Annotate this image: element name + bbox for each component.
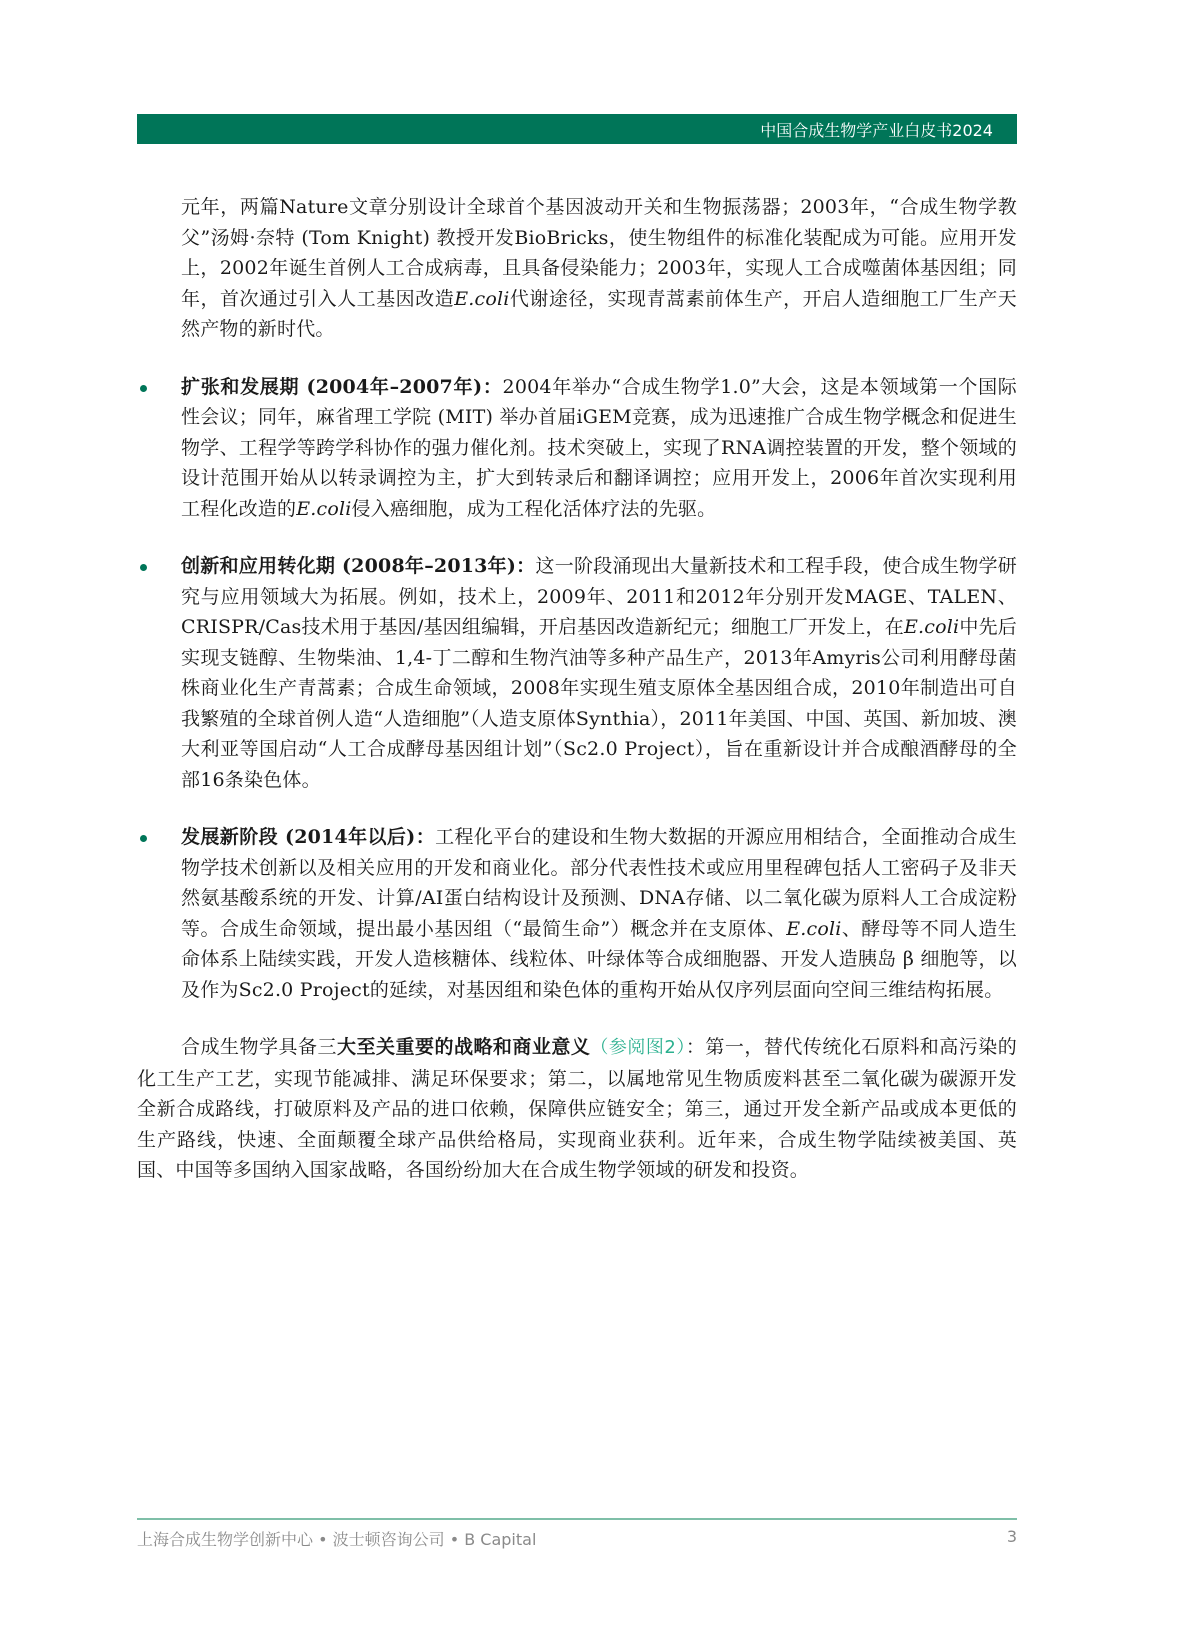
species-name: E.coli: [786, 917, 842, 940]
page-content: [137, 192, 1017, 1186]
bullet-title: 扩张和发展期 (2004年–2007年): [181, 375, 483, 398]
bullet-dot-icon: [140, 385, 147, 392]
bullet-text-b: 、酵母等不同人造生命体系上陆续实践，开发人造核糖体、线粒体、叶绿体等合成细胞器、开发人造胰岛 β 细胞等，以及作为Sc2.0 Project的延续，对基因组和染色体的重构开始从仅序列层面向空间三维结构拓展。: [181, 917, 1017, 1001]
bullet-text-a: 这一阶段涌现出大量新技术和工程手段，使合成生物学研究与应用领域大为拓展。例如，技术上，2009年、2011和2012年分别开发MAGE、TALEN、CRISPR/Cas技术用于基因/基因组编辑，开启基因改造新纪元；细胞工厂开发上，在: [181, 555, 1018, 638]
bullet-dot-icon: [140, 564, 147, 571]
bullet-title: 创新和应用转化期 (2008年–2013年): [181, 555, 517, 577]
closing-lead: 合成生物学具备三: [181, 1036, 337, 1058]
species-name: E.coli: [296, 497, 352, 520]
header-bar: [137, 114, 1017, 144]
bullet-item-new-stage: [137, 822, 1017, 1005]
closing-emphasis: 大至关重要的战略和商业意义: [336, 1036, 591, 1058]
bullet-text-a: 2004年举办“合成生物学1.0”大会，这是本领域第一个国际性会议；同年，麻省理工学院 (MIT) 举办首届iGEM竞赛，成为迅速推广合成生物学概念和促进生物学、工程学等跨学科协作的强力催化剂。技术突破上，实现了RNA调控装置的开发，整个领域的设计范围开始从以转录调控为主，扩大到转录后和翻译调控；应用开发上，2006年首次实现利用工程化改造的: [181, 375, 1018, 520]
closing-paragraph: [137, 1032, 1017, 1186]
bullet-text-b: 侵入癌细胞，成为工程化活体疗法的先驱。: [351, 497, 717, 520]
intro-text-b: 代谢途径，实现青蒿素前体生产，开启人造细胞工厂生产天然产物的新时代。: [181, 287, 1017, 340]
species-name: E.coli: [454, 287, 510, 310]
separator: ：: [415, 826, 436, 848]
separator: ：: [482, 375, 503, 398]
intro-text-a: 元年，两篇Nature文章分别设计全球首个基因波动开关和生物振荡器；2003年，“合成生物学教父”汤姆·奈特 (Tom Knight) 教授开发BioBricks，使生物组件的标准化装配成为可能。应用开发上，2002年诞生首例人工合成病毒，且具备侵染能力；2003年，实现人工合成噬菌体基因组；同年，首次通过引入人工基因改造: [181, 196, 1017, 310]
bullet-text-a: 工程化平台的建设和生物大数据的开源应用相结合，全面推动合成生物学技术创新以及相关应用的开发和商业化。部分代表性技术或应用里程碑包括人工密码子及非天然氨基酸系统的开发、计算/AI蛋白结构设计及预测、DNA存储、以二氧化碳为原料人工合成淀粉等。合成生命领域，提出最小基因组（“最简生命”）概念并在支原体、: [181, 826, 1017, 940]
figure-reference-link[interactable]: （参阅图2）: [590, 1037, 686, 1058]
bullet-title: 发展新阶段 (2014年以后): [181, 826, 416, 848]
bullet-text-b: 中先后实现支链醇、生物柴油、1,4-丁二醇和生物汽油等多种产品生产，2013年Amyris公司利用酵母菌株商业化生产青蒿素；合成生命领域，2008年实现生殖支原体全基因组合成，2010年制造出可自我繁殖的全球首例人造“人造细胞”（人造支原体Synthia），2011年美国、中国、英国、新加坡、澳大利亚等国启动“人工合成酵母基因组计划”（Sc2.0 Project），旨在重新设计并合成酿酒酵母的全部16条染色体。: [181, 616, 1017, 791]
species-name: E.coli: [903, 616, 960, 638]
page-number: 3: [1006, 1527, 1017, 1546]
document-title: 中国合成生物学产业白皮书2024: [760, 121, 993, 140]
separator: ：: [516, 555, 536, 577]
footer-credits: 上海合成生物学创新中心 • 波士顿咨询公司 • B Capital: [137, 1530, 537, 1549]
bullet-dot-icon: [140, 835, 147, 842]
closing-text: ：第一，替代传统化石原料和高污染的化工生产工艺，实现节能减排、满足环保要求；第二，以属地常见生物质废料甚至二氧化碳为碳源开发全新合成路线，打破原料及产品的进口依赖，保障供应链安全；第三，通过开发全新产品或成本更低的生产路线，快速、全面颠覆全球产品供给格局，实现商业获利。近年来，合成生物学陆续被美国、英国、中国等多国纳入国家战略，各国纷纷加大在合成生物学领域的研发和投资。: [137, 1036, 1017, 1181]
intro-paragraph: [137, 192, 1017, 345]
bullet-item-expansion: [137, 372, 1017, 525]
footer-divider: [137, 1518, 1017, 1520]
bullet-item-innovation: [137, 551, 1017, 795]
